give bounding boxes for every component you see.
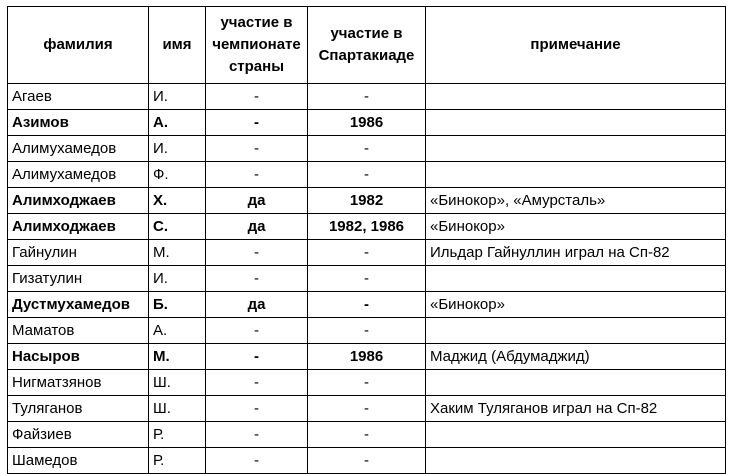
cell-name: С. <box>149 214 206 240</box>
cell-surname: Туляганов <box>8 396 149 422</box>
table-row <box>8 422 726 448</box>
header-note: примечание <box>426 7 726 84</box>
cell-championship: да <box>206 214 308 240</box>
cell-note: «Бинокор», «Амурсталь» <box>426 188 726 214</box>
cell-championship: да <box>206 292 308 318</box>
table-row <box>8 188 726 214</box>
cell-name: И. <box>149 266 206 292</box>
cell-spartakiad: - <box>308 370 426 396</box>
cell-name: А. <box>149 110 206 136</box>
cell-note <box>426 370 726 396</box>
cell-surname: Маматов <box>8 318 149 344</box>
table-row <box>8 84 726 110</box>
cell-note: Ильдар Гайнуллин играл на Сп-82 <box>426 240 726 266</box>
players-table <box>7 6 726 474</box>
cell-championship: да <box>206 188 308 214</box>
header-championship: участие в чемпионате страны <box>206 7 308 84</box>
cell-surname: Азимов <box>8 110 149 136</box>
header-spartakiad: участие в Спартакиаде <box>308 7 426 84</box>
cell-championship: - <box>206 370 308 396</box>
cell-name: А. <box>149 318 206 344</box>
cell-surname: Шамедов <box>8 448 149 474</box>
cell-spartakiad: 1986 <box>308 110 426 136</box>
cell-note <box>426 84 726 110</box>
cell-spartakiad: - <box>308 422 426 448</box>
cell-name: Р. <box>149 448 206 474</box>
header-row <box>8 7 726 84</box>
cell-spartakiad: - <box>308 240 426 266</box>
cell-name: Р. <box>149 422 206 448</box>
cell-surname: Нигматзянов <box>8 370 149 396</box>
cell-spartakiad: 1986 <box>308 344 426 370</box>
table-row <box>8 318 726 344</box>
cell-note: «Бинокор» <box>426 214 726 240</box>
cell-note <box>426 422 726 448</box>
cell-championship: - <box>206 84 308 110</box>
cell-name: И. <box>149 136 206 162</box>
table-row <box>8 214 726 240</box>
cell-surname: Файзиев <box>8 422 149 448</box>
cell-note <box>426 162 726 188</box>
cell-name: И. <box>149 84 206 110</box>
cell-note: «Бинокор» <box>426 292 726 318</box>
cell-spartakiad: - <box>308 448 426 474</box>
cell-name: М. <box>149 344 206 370</box>
cell-surname: Насыров <box>8 344 149 370</box>
cell-championship: - <box>206 448 308 474</box>
table-row <box>8 396 726 422</box>
cell-name: Ш. <box>149 370 206 396</box>
header-surname: фамилия <box>8 7 149 84</box>
cell-championship: - <box>206 344 308 370</box>
cell-spartakiad: - <box>308 396 426 422</box>
cell-spartakiad: - <box>308 84 426 110</box>
cell-championship: - <box>206 162 308 188</box>
cell-championship: - <box>206 318 308 344</box>
cell-spartakiad: 1982, 1986 <box>308 214 426 240</box>
cell-spartakiad: - <box>308 266 426 292</box>
cell-note <box>426 266 726 292</box>
table-row <box>8 266 726 292</box>
cell-championship: - <box>206 136 308 162</box>
cell-surname: Агаев <box>8 84 149 110</box>
cell-surname: Гизатулин <box>8 266 149 292</box>
table-row <box>8 240 726 266</box>
cell-note <box>426 318 726 344</box>
cell-championship: - <box>206 266 308 292</box>
cell-name: Х. <box>149 188 206 214</box>
cell-name: Ш. <box>149 396 206 422</box>
cell-name: М. <box>149 240 206 266</box>
table-row <box>8 370 726 396</box>
cell-spartakiad: - <box>308 136 426 162</box>
cell-spartakiad: 1982 <box>308 188 426 214</box>
cell-surname: Алимходжаев <box>8 214 149 240</box>
cell-surname: Дустмухамедов <box>8 292 149 318</box>
cell-spartakiad: - <box>308 162 426 188</box>
table-row <box>8 292 726 318</box>
cell-championship: - <box>206 396 308 422</box>
cell-spartakiad: - <box>308 292 426 318</box>
cell-surname: Алимухамедов <box>8 162 149 188</box>
cell-surname: Гайнулин <box>8 240 149 266</box>
cell-championship: - <box>206 422 308 448</box>
cell-name: Б. <box>149 292 206 318</box>
table-row <box>8 344 726 370</box>
cell-note: Хаким Туляганов играл на Сп-82 <box>426 396 726 422</box>
cell-note <box>426 110 726 136</box>
cell-name: Ф. <box>149 162 206 188</box>
table-row <box>8 162 726 188</box>
table-row <box>8 136 726 162</box>
cell-note <box>426 136 726 162</box>
header-name: имя <box>149 7 206 84</box>
cell-championship: - <box>206 240 308 266</box>
cell-surname: Алимухамедов <box>8 136 149 162</box>
cell-note: Маджид (Абдумаджид) <box>426 344 726 370</box>
cell-championship: - <box>206 110 308 136</box>
table-row <box>8 110 726 136</box>
cell-spartakiad: - <box>308 318 426 344</box>
cell-surname: Алимходжаев <box>8 188 149 214</box>
